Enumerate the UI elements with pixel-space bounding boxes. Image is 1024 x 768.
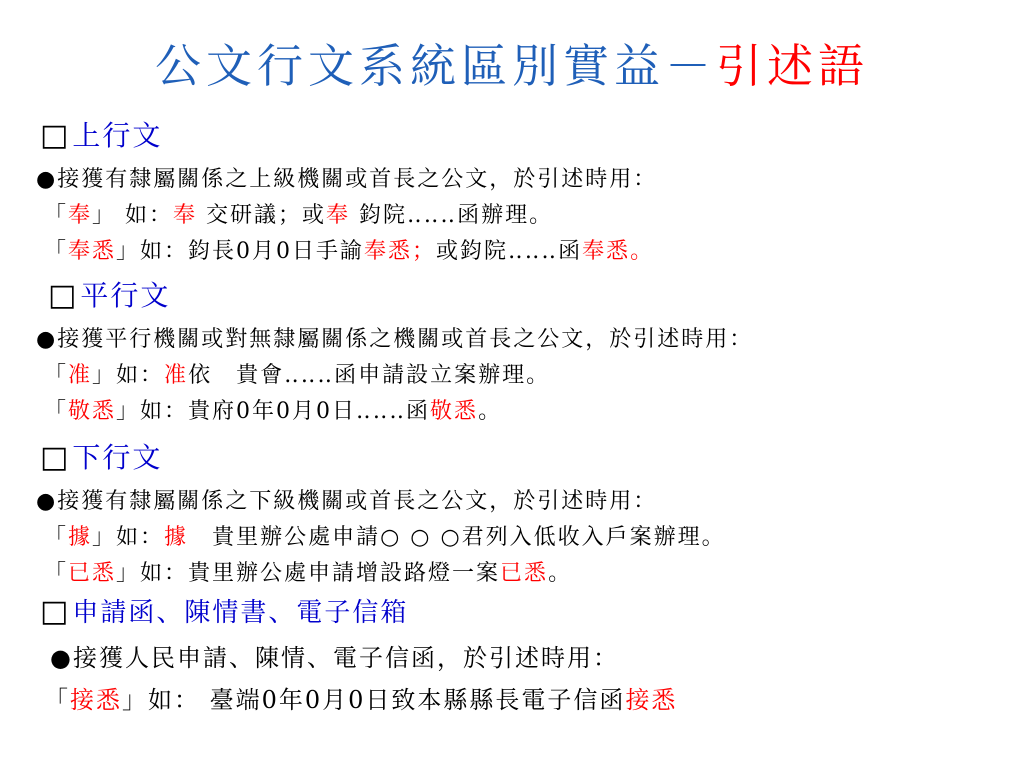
text: 依 貴會‥‥‥函申請設立案辦理。 xyxy=(188,363,551,388)
application-intro: ●接獲人民申請、陳情、電子信函，於引述時用： xyxy=(50,644,619,672)
text: 」如： 臺端0年0月0日致本縣縣長電子信函 xyxy=(122,686,626,714)
keyword: 已悉 xyxy=(500,561,549,586)
application-example-1 xyxy=(44,680,677,715)
text: 鈞院‥‥‥函辦理。 xyxy=(350,203,554,228)
text: 或鈞院‥‥‥函 xyxy=(436,239,583,264)
checkbox-icon: □ xyxy=(40,594,71,629)
slide-title xyxy=(0,30,1024,96)
keyword: 接悉 xyxy=(70,686,122,714)
text: 「 xyxy=(44,561,69,586)
checkbox-icon: □ xyxy=(40,118,71,153)
upward-intro: ●接獲有隸屬關係之上級機關或首長之公文，於引述時用： xyxy=(36,167,658,192)
section-heading-application xyxy=(40,592,408,629)
section-title: 下行文 xyxy=(72,441,163,474)
title-main: 公文行文系統區別實益－ xyxy=(155,39,716,93)
text: 「 xyxy=(44,686,70,714)
keyword: 敬悉 xyxy=(430,399,479,424)
keyword: 奉悉 xyxy=(68,239,117,264)
keyword: 准 xyxy=(164,363,189,388)
text: 「 xyxy=(44,203,69,228)
text: 。 xyxy=(478,399,503,424)
section-heading-downward xyxy=(40,436,162,476)
text: 「 xyxy=(44,525,69,550)
text: 」如：鈞長0月0日手諭 xyxy=(116,239,365,264)
downward-intro: ●接獲有隸屬關係之下級機關或首長之公文，於引述時用： xyxy=(36,489,658,514)
keyword: 奉 xyxy=(326,203,351,228)
keyword: 奉悉； xyxy=(364,239,437,264)
text: 」如： xyxy=(92,363,165,388)
keyword: 奉 xyxy=(173,203,198,228)
text: 」如：貴里辦公處申請增設路燈一案 xyxy=(116,561,501,586)
section-title: 申請函、陳情書、電子信箱 xyxy=(72,598,409,628)
checkbox-icon: □ xyxy=(40,440,71,475)
section-title: 平行文 xyxy=(80,279,171,312)
section-heading-upward xyxy=(40,114,162,154)
keyword: 據 xyxy=(164,525,189,550)
text: 。 xyxy=(548,561,573,586)
keyword: 已悉 xyxy=(68,561,117,586)
checkbox-icon: □ xyxy=(48,278,79,313)
keyword: 接悉 xyxy=(625,686,678,714)
keyword: 奉 xyxy=(68,203,93,228)
title-highlight: 引述語 xyxy=(716,39,869,93)
parallel-example-1 xyxy=(44,358,550,389)
downward-example-1 xyxy=(44,520,726,551)
text: 「 xyxy=(44,239,69,264)
text: 貴里辦公處申請○ ○ ○君列入低收入戶案辦理。 xyxy=(188,525,726,550)
keyword: 敬悉 xyxy=(68,399,117,424)
keyword: 奉悉。 xyxy=(582,239,655,264)
text: 」 如： xyxy=(92,203,174,228)
text: 「 xyxy=(44,399,69,424)
keyword: 據 xyxy=(68,525,93,550)
downward-example-2 xyxy=(44,556,572,587)
section-title: 上行文 xyxy=(72,119,163,152)
text: 」如：貴府0年0月0日‥‥‥函 xyxy=(116,399,431,424)
keyword: 准 xyxy=(68,363,93,388)
text: 交研議；或 xyxy=(197,203,327,228)
upward-example-2 xyxy=(44,234,654,265)
text: 」如： xyxy=(92,525,165,550)
section-heading-parallel xyxy=(48,274,170,314)
parallel-example-2 xyxy=(44,394,502,425)
text: 「 xyxy=(44,363,69,388)
upward-example-1 xyxy=(44,198,553,229)
parallel-intro: ●接獲平行機關或對無隸屬關係之機關或首長之公文，於引述時用： xyxy=(36,327,754,352)
